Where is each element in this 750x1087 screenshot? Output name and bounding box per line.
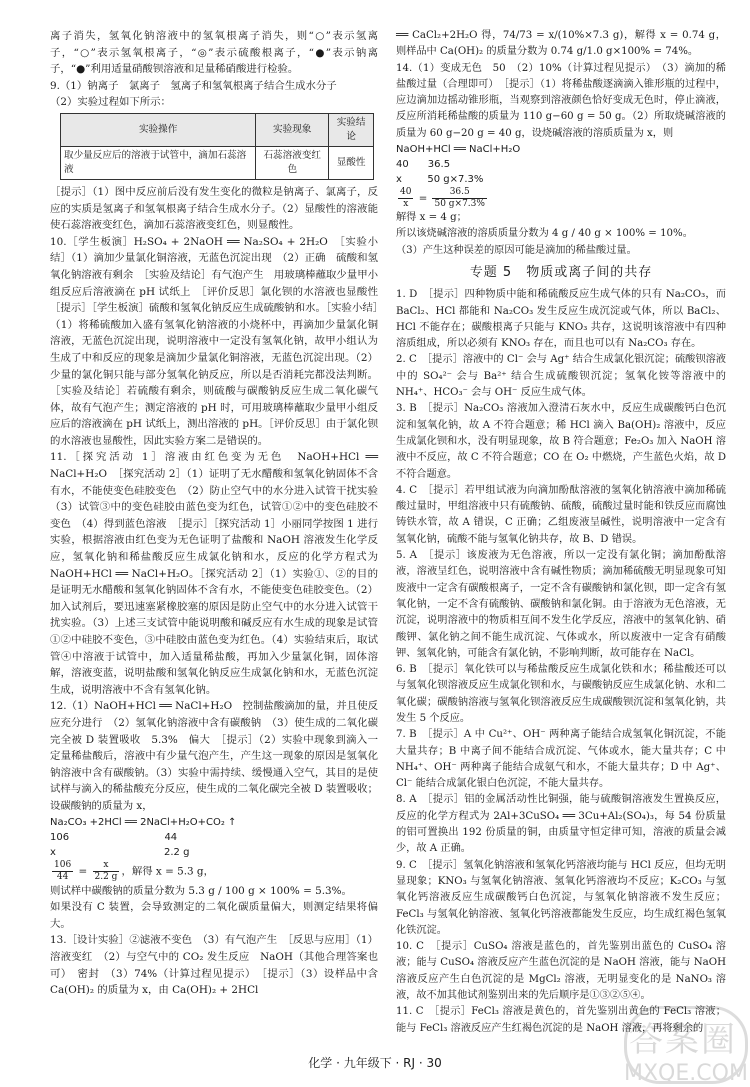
equation-block: Na₂CO₃ +2HCl ══ 2NaCl+H₂O+CO₂ ↑ 106 44 x 2.2 g: [50, 816, 237, 858]
answer-paragraph: 9.（1）钠离子 氯离子 氢离子和氢氧根离子结合生成水分子: [50, 79, 337, 92]
fraction: [432, 187, 486, 210]
denominator: x: [403, 199, 409, 210]
equation-block: NaOH+HCl ══ NaCl+H₂O 40 36.5 x 50 g×7.3%: [396, 144, 521, 186]
denominator: 50 g×7.3%: [434, 199, 485, 210]
answer-paragraph: 4. C ［提示］若甲组试液为向滴加酚酞溶液的氢氧化钠溶液中滴加稀硫酸过量时，甲组溶液中只有硫酸钠、硫酸，硫酸过量时能和铁反应而腐蚀铸铁水管，故 A 错误，C 正确；乙组废液呈碱性，说明溶液中一定含有氢氧化钠，硫酸不能与氢氧化钠共存，故 B、D 错误。: [396, 484, 726, 545]
fraction: [52, 860, 73, 883]
answer-paragraph: 解得 x = 4 g；: [396, 212, 467, 224]
answer-paragraph: 11. C ［提示］FeCl₃ 溶液是黄色的，首先鉴别出黄色的 FeCl₃ 溶液；能与 FeCl₃ 溶液反应产生红褐色沉淀的是 NaOH 溶液，再将剩余的: [396, 1006, 726, 1034]
proportion-line: [50, 860, 378, 883]
answer-paragraph: 1. D ［提示］四种物质中能和稀硫酸反应生成气体的只有 Na₂CO₃，而 BaCl₂、HCl 都能和 Na₂CO₃ 发生反应生成沉淀或气体，所以 BaCl₂、HCl 不能存在；碳酸根离子只能与 KNO₃ 共存，这说明该溶液中有四种溶质组成，所以必须有 KNO₃ 存在，而且也可以有 Na₂CO₃ 存在。: [396, 289, 726, 350]
fraction: [93, 860, 120, 883]
table-cell: 石蕊溶液变红色: [256, 146, 329, 179]
table-header-cell: 实验现象: [256, 113, 329, 146]
answer-paragraph: 离子消失，氢氧化钠溶液中的氢氧根离子消失，则“○”表示氢离子，“○”表示氢氧根离子，“◎”表示硫酸根离子，“●”表示钠离子，“●”利用适量硝酸钡溶液和足量稀硝酸进行检验。: [50, 30, 378, 76]
answer-paragraph: 11.［探究活动 1］溶液由红色变为无色 NaOH+HCl ══ NaCl+H₂O ［探究活动 2］（1）证明了无水醋酸和氢氧化钠固体不含有水，不能使变色硅胶变色 （2）防止空气中的水分进入试管干扰实验 （3）试管③中的变色硅胶由蓝色变为红色，试管①②中的变色硅胶不变色 （4）得到蓝色溶液 ［提示］［探究活动 1］小丽同学按图 1 进行实验，根据溶液由红色变为无色证明了盐酸和 NaOH 溶液发生化学反应，氢氧化钠和稀盐酸反应生成氯化钠和水，反应的化学方程式为 NaOH+HCl ══ NaCl+H₂O。［探究活动 2］（1）实验①、②的目的是证明无水醋酸和氢氧化钠固体不含有水，不能使变色硅胶变色。（2）加入试剂后，要迅速塞紧橡胶塞的原因是防止空气中的水分进入试管干扰实验。（3）上述三支试管中能说明酸和碱反应有水生成的现象是试管①②中硅胶不变色，③中硅胶由蓝色变为红色。（4）实验结束后，取试管④中溶液于试管中，加入适量稀盐酸，再加入少量氯化铜，固体溶解，溶液变蓝，说明盐酸和氢氧化钠反应生成氯化钠和水，无蓝色沉淀生成，说明溶液中不含有氢氧化钠。: [50, 451, 389, 696]
watermark-ring: [624, 1006, 748, 1084]
table-cell: 显酸性: [329, 146, 374, 179]
answer-paragraph: 所以该烧碱溶液的溶质质量分数为 4 g / 40 g × 100% = 10%。: [396, 228, 693, 240]
answer-paragraph: 10.［学生板演］H₂SO₄ + 2NaOH ══ Na₂SO₄ + 2H₂O ［实验小结］（1）滴加少量氯化铜溶液，无蓝色沉淀出现 （2）正确 硫酸和氢氧化钠溶液有剩余 ［实验及结论］有气泡产生 用玻璃棒蘸取少量甲小组反应后溶液滴在 pH 试纸上 ［评价反思］氯化钡的水溶液也显酸性 ［提示］［学生板演］硫酸和氢氧化钠反应生成硫酸钠和水。［实验小结］（1）将稀硫酸加入盛有氢氧化钠溶液的小烧杯中，再滴加少量氯化铜溶液，无蓝色沉淀出现，说明溶液中一定没有氢氧化钠，故甲小组认为生成了中和反应的现象是滴加少量氯化铜溶液，无蓝色沉淀出现。（2）少量的氯化铜只能与部分氢氧化钠反应，所以是否消耗完都没法判断。［实验及结论］若硫酸有剩余，则硫酸与碳酸钠反应生成二氧化碳气体，故有气泡产生；测定溶液的 pH 时，可用玻璃棒蘸取少量甲小组反应后的溶液滴在 pH 试纸上，测出溶液的 pH。［评价反思］由于氯化钡的水溶液也显酸性，因此实验方案二是错误的。: [50, 235, 389, 447]
numerator: 40: [400, 187, 412, 198]
watermark-site: MXQE.COM: [624, 1061, 748, 1086]
answer-paragraph: （3）产生这种误差的原因可能是滴加的稀盐酸过量。: [396, 244, 637, 256]
answer-paragraph: 2. C ［提示］溶液中的 Cl⁻ 会与 Ag⁺ 结合生成氯化银沉淀；硫酸钡溶液中的 SO₄²⁻ 会与 Ba²⁺ 结合生成硫酸钡沉淀；氢氧化铵等溶液中的 NH₄⁺、HCO₃⁻ 会与 OH⁻ 反应生成气体。: [396, 354, 726, 399]
answer-paragraph: 14.（1）变成无色 50 （2）10%（计算过程见提示） （3）滴加的稀盐酸过量（合理即可） ［提示］（1）将稀盐酸逐滴滴入锥形瓶的过程中，应边滴加边摇动锥形瓶，当观察到溶液颜色恰好变成无色时，停止滴液，反应所消耗稀盐酸的质量为 110 g−60 g = 50 g。（2）所取烧碱溶液的质量为 60 g−20 g = 40 g，设烧碱溶液的溶质质量为 x，则: [396, 62, 726, 139]
answer-paragraph: 13.［设计实验］②滤液不变色 （3）有气泡产生 ［反思与应用］（1）溶液变红 （2）与空气中的 CO₂ 发生反应 NaOH（其他合理答案也可） 密封 （3）74%（计算过程见提示） ［提示］（3）设样品中含 Ca(OH)₂ 的质量为 x，由 Ca(OH)₂ + 2HCl: [50, 934, 378, 997]
numerator: 106: [54, 859, 72, 870]
right-column: [396, 28, 726, 1037]
table-row: [61, 146, 374, 179]
table-cell: 取少量反应后的溶液于试管中，滴加石蕊溶液: [61, 146, 256, 179]
denominator: 44: [56, 871, 69, 882]
answer-paragraph: 9. C ［提示］氢氧化钠溶液和氢氧化钙溶液均能与 HCl 反应，但均无明显现象；KNO₃ 与氢氧化钠溶液、氢氧化钙溶液均不反应；K₂CO₃ 与氢氧化钙溶液反应生成碳酸钙白色沉淀，与氢氧化钠溶液不发生反应；FeCl₃ 与氢氧化钠溶液、氢氧化钙溶液都能发生反应，均生成红褐色氢氧化铁沉淀。: [396, 859, 726, 936]
answer-paragraph: 如果没有 C 装置，会导致测定的二氧化碳质量偏大，则测定结果将偏大。: [50, 901, 378, 930]
numerator: x: [93, 860, 120, 872]
answer-paragraph: ══ CaCl₂+2H₂O 得，74/73 = x/(10%×7.3 g)，解得 x = 0.74 g，则样品中 Ca(OH)₂ 的质量分数为 0.74 g/1.0 g×100% = 74%。: [396, 30, 726, 58]
answer-paragraph: 10. C ［提示］CuSO₄ 溶液是蓝色的，首先鉴别出蓝色的 CuSO₄ 溶液；能与 CuSO₄ 溶液反应产生蓝色沉淀的是 NaOH 溶液，能与 NaOH 溶液反应产生白色沉淀的是 MgCl₂ 溶液，无明显变化的是 NaNO₃ 溶液，故不加其他试剂鉴别出来的先后顺序是①③②⑤④。: [396, 941, 726, 1002]
equals-sign: =: [415, 193, 431, 205]
answer-paragraph: 5. A ［提示］该废液为无色溶液，所以一定没有氯化铜；滴加酚酞溶液，溶液呈红色，说明溶液中含有碱性物质；滴加稀硫酸无明显现象可知废液中一定含有碳酸根离子，一定不含有碳酸钠和氯化钡，即一定含有氢氧化钠，一定不含有硫酸钠、碳酸钠和氯化铜。由于溶液为无色溶液，无沉淀，说明溶液中的物质相互间不发生化学反应，溶液中的氢氧化钠、硝酸钾、氯化钠之间不能生成沉淀、气体或水，所以废液中一定含有硝酸钾、氢氧化钠，可能含有氯化钠，不影响判断，故可能存在 NaCl。: [396, 550, 726, 659]
table-header-cell: 实验结论: [329, 113, 374, 146]
topic-heading: 专题 5 物质或离子间的共存: [469, 264, 653, 280]
answer-paragraph: 8. A ［提示］铝的金属活动性比铜强，能与硫酸铜溶液发生置换反应，反应的化学方程式为 2Al+3CuSO₄ ══ 3Cu+Al₂(SO₄)₃，每 54 份质量的铝可置换出 192 份质量的铜，由质量守恒定律可知，溶液的质量会减少，故 A 正确。: [396, 794, 726, 855]
watermark-title: 答案圈: [629, 1020, 737, 1060]
answer-paragraph: 12.（1）NaOH+HCl ══ NaCl+H₂O 控制盐酸滴加的量，并且使反应充分进行 （2）氢氧化钠溶液中含有碳酸钠 （3）使生成的二氧化碳完全被 D 装置吸收 5.3% 偏大 ［提示］（2）实验中现象到滴入一定量稀盐酸后，溶液中有少量气泡产生，产生这一现象的原因是氢氧化钠溶液中含有碳酸钠。（3）实验中需持续、缓慢通入空气，其目的是使试样与滴入的稀盐酸充分反应，使生成的二氧化碳完全被 D 装置吸收；设碳酸钠的质量为 x，: [50, 700, 378, 812]
answer-paragraph: ［提示］（1）图中反应前后没有发生变化的微粒是钠离子、氯离子，反应的实质是氢离子和氢氧根离子结合生成水分子。（2）显酸性的溶液能使石蕊溶液变红色，滴加石蕊溶液变红色，则显酸性。: [50, 185, 378, 232]
equals-sign: =: [75, 865, 91, 878]
watermark-logo: [624, 1006, 748, 1086]
proportion-line: [396, 187, 726, 210]
answer-paragraph: 3. B ［提示］Na₂CO₃ 溶液加入澄清石灰水中，反应生成碳酸钙白色沉淀和氢氧化钠，故 A 不符合题意；稀 HCl 滴入 Ba(OH)₂ 溶液中，反应生成氯化钡和水，没有明显现象，故 B 符合题意；Fe₂O₃ 加入 NaOH 溶液中不反应，故 C 不符合题意；CO 在 O₂ 中燃烧，产生蓝色火焰，故 D 不符合题意。: [396, 403, 726, 480]
left-column: [50, 28, 389, 999]
fraction: [398, 187, 413, 210]
answer-paragraph: 则试样中碳酸钠的质量分数为 5.3 g / 100 g × 100% = 5.3%。: [50, 884, 352, 897]
table-header-cell: 实验操作: [61, 113, 256, 146]
proportion-tail: ，解得 x = 5.3 g，: [121, 865, 214, 878]
answer-paragraph: （2）实验过程如下所示：: [50, 96, 171, 109]
experiment-table: [60, 113, 374, 180]
answer-paragraph: 6. B ［提示］氧化铁可以与稀盐酸反应生成氯化铁和水；稀盐酸还可以与氢氧化钡溶液反应生成氯化钡和水，与碳酸钠反应生成氯化钠、水和二氧化碳；碳酸钠溶液与氢氧化钡溶液反应生成碳酸钡沉淀和氢氧化钠，共发生 5 个反应。: [396, 664, 726, 724]
answer-paragraph: 7. B ［提示］A 中 Cu²⁺、OH⁻ 两种离子能结合成氢氧化铜沉淀，不能大量共存；B 中离子间不能结合成沉淀、气体或水，能大量共存；C 中 NH₄⁺、OH⁻ 两种离子能结合成氨气和水，不能大量共存；D 中 Ag⁺、Cl⁻ 能结合成氯化银白色沉淀，不能大量共存。: [396, 729, 726, 790]
numerator: 36.5: [432, 187, 486, 199]
denominator: 2.2 g: [94, 871, 118, 882]
page-footer: 化学 · 九年级下 · RJ · 30: [308, 1056, 442, 1070]
